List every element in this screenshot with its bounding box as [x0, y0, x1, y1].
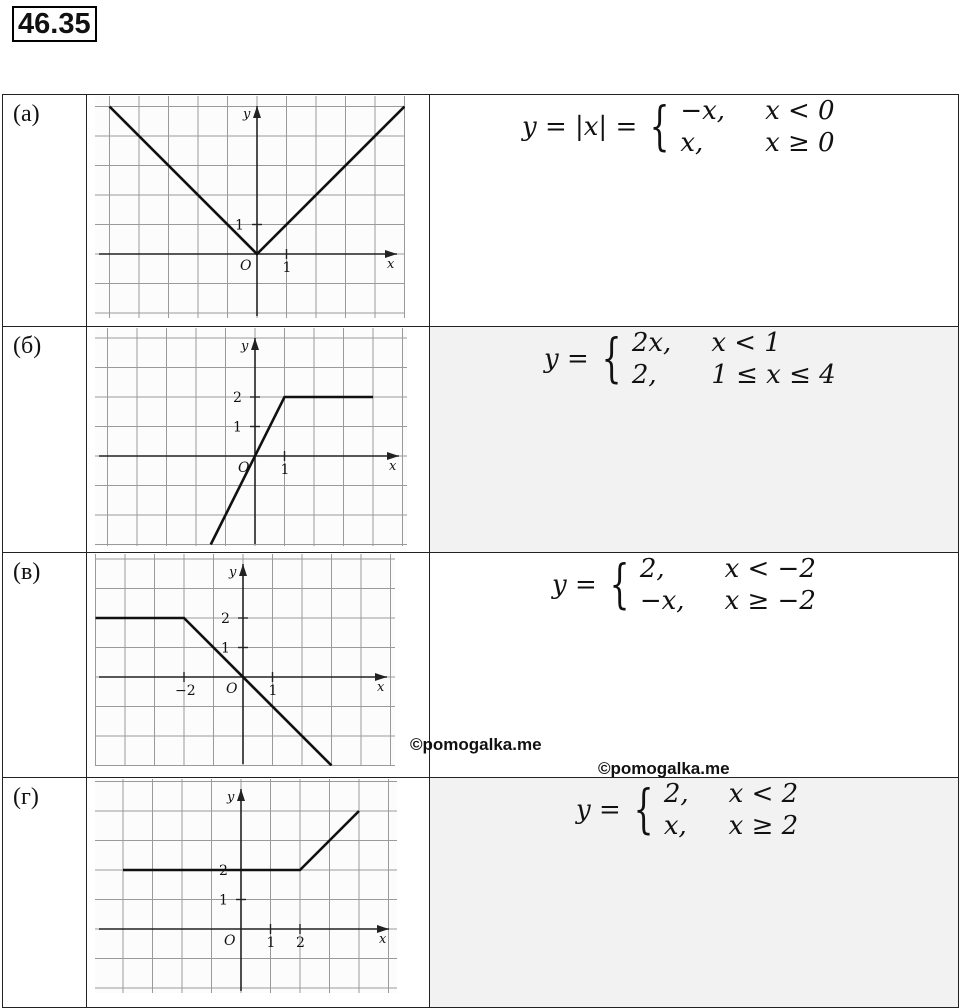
function-graph [95, 96, 405, 318]
case-expr: 2x, [631, 328, 672, 358]
row-label: (в) [3, 553, 87, 778]
brace: { [649, 97, 670, 157]
function-graph [95, 779, 397, 993]
y-tick-label: 1 [221, 640, 230, 657]
case-cond: x < 0 [765, 96, 835, 126]
problem-number: 46.35 [12, 6, 97, 42]
x-axis-label: x [379, 932, 387, 947]
case-cond: x ≥ 2 [728, 811, 799, 841]
case-cond: 1 ≤ x ≤ 4 [711, 360, 836, 390]
table-row [3, 778, 959, 1008]
equation-cases [640, 553, 816, 617]
function-graph [95, 554, 395, 766]
row-label: (г) [3, 778, 87, 1008]
y-tick-label: 1 [219, 892, 228, 909]
y-axis-arrow [253, 106, 261, 118]
case-cond: x < 1 [711, 328, 781, 358]
y-axis-label: y [241, 339, 249, 354]
x-tick-label: 2 [296, 935, 305, 951]
piecewise-equation [552, 553, 816, 617]
y-axis-arrow [251, 338, 259, 350]
graph-cell [87, 327, 430, 553]
case-expr: x, [680, 128, 704, 158]
row-label: (б) [3, 327, 87, 553]
origin-label: O [240, 258, 252, 274]
case-expr: −x, [639, 586, 685, 616]
case-cond: x < 2 [728, 779, 799, 809]
graph-cell [87, 553, 430, 778]
equation-cases [680, 95, 834, 159]
origin-label: O [226, 681, 238, 697]
y-axis-label: y [229, 565, 237, 580]
case-expr: 2, [663, 779, 689, 809]
x-axis-label: x [377, 680, 385, 695]
brace: { [609, 555, 630, 615]
y-tick-label: 1 [233, 419, 242, 436]
case-cond: x < −2 [724, 554, 816, 584]
origin-label: O [238, 460, 250, 476]
function-graph [95, 328, 407, 546]
piecewise-equation [522, 95, 835, 159]
case-expr: 2, [631, 360, 657, 390]
piecewise-equation [576, 778, 798, 842]
x-axis-label: x [387, 257, 395, 272]
case-cond: x ≥ 0 [765, 128, 835, 158]
case-expr: 2, [639, 554, 665, 584]
y-axis-label: y [243, 107, 251, 122]
case-cond: x ≥ −2 [724, 586, 816, 616]
x-tick-label: 1 [266, 935, 276, 951]
watermark: ©pomogalka.me [598, 759, 730, 778]
piecewise-equation [544, 327, 836, 391]
graph-cell [87, 95, 430, 327]
x-tick-label: 1 [268, 683, 278, 699]
table-row [3, 95, 959, 327]
y-tick-label: 2 [221, 611, 230, 627]
graph-cell [87, 778, 430, 1008]
case-expr: x, [663, 811, 687, 841]
equation-cases [664, 778, 798, 842]
row-label: (а) [3, 95, 87, 327]
x-axis-label: x [389, 459, 397, 474]
y-axis-label: y [227, 790, 235, 805]
y-tick-label: 2 [219, 863, 228, 879]
y-axis-arrow [237, 789, 245, 801]
brace: { [601, 329, 622, 389]
equation-lhs: y = |x| = [522, 112, 638, 142]
equation-cases [632, 327, 836, 391]
y-tick-label: 2 [233, 390, 242, 406]
y-tick-label: 1 [235, 217, 244, 234]
y-axis-arrow [239, 564, 247, 576]
table-row [3, 327, 959, 553]
formula-cell [430, 327, 959, 553]
case-expr: −x, [680, 96, 726, 126]
x-tick-label: 1 [282, 260, 292, 276]
origin-label: O [224, 933, 236, 949]
x-tick-label: 1 [280, 462, 290, 478]
x-tick-label: −2 [175, 683, 196, 699]
brace: { [633, 780, 654, 840]
solution-table [2, 94, 959, 1008]
watermark: ©pomogalka.me [410, 735, 542, 754]
formula-cell [430, 778, 959, 1008]
equation-lhs: y = [576, 795, 621, 825]
equation-lhs: y = [552, 570, 597, 600]
formula-cell [430, 95, 959, 327]
equation-lhs: y = [544, 344, 589, 374]
